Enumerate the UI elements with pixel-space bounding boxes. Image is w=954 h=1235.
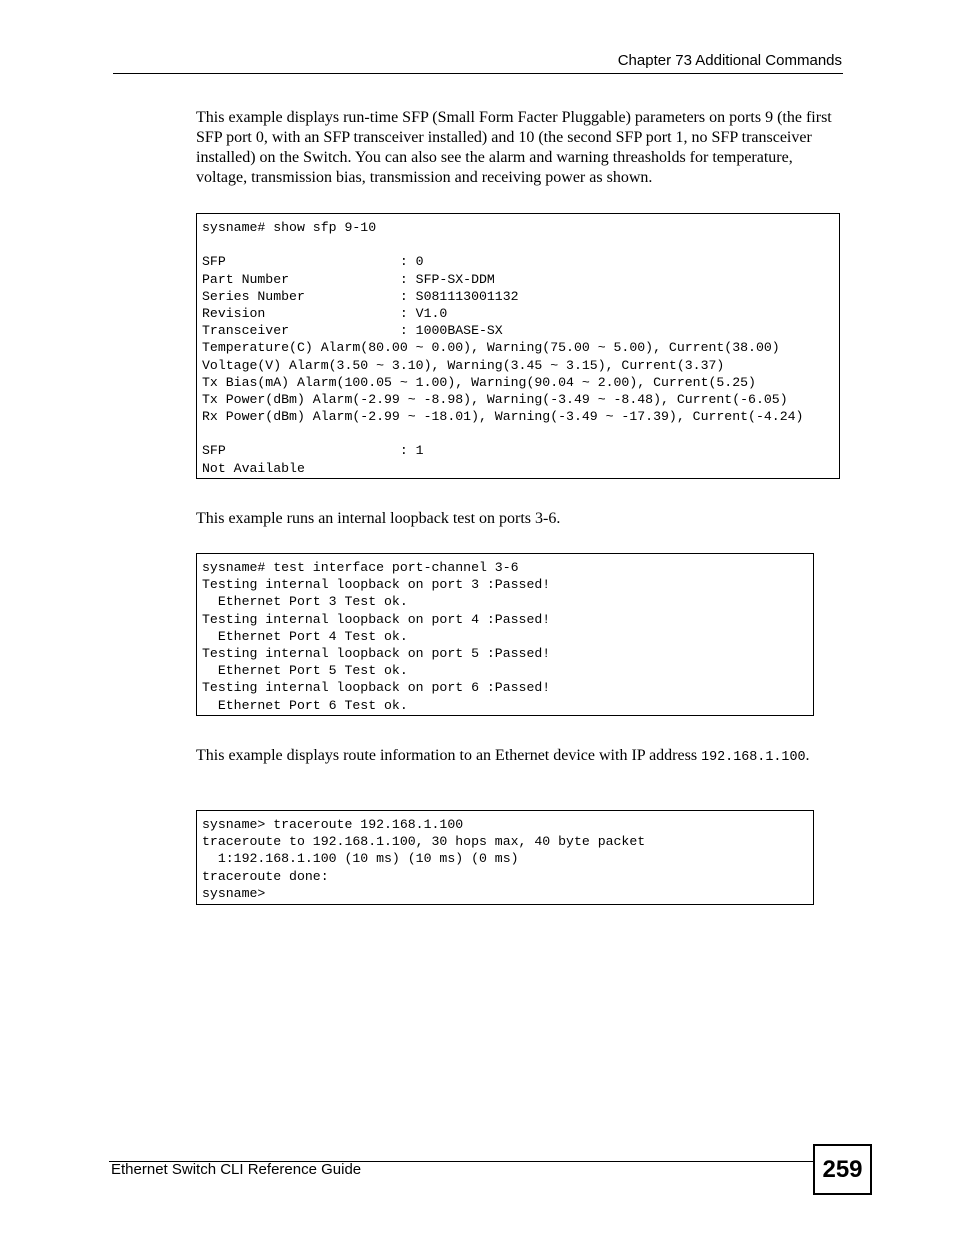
code-line: sysname> bbox=[202, 885, 266, 901]
loopback-example-paragraph: This example runs an internal loopback test on ports 3-6. bbox=[196, 510, 561, 527]
code-line: Series Number : S081113001132 bbox=[202, 288, 519, 304]
code-line bbox=[202, 236, 839, 253]
code-line: traceroute to 192.168.1.100, 30 hops max, 40 byte packet bbox=[202, 834, 646, 850]
code-line: sysname# show sfp 9-10 bbox=[202, 220, 377, 235]
code-line: Tx Bias(mA) Alarm(100.05 ~ 1.00), Warning(90.04 ~ 2.00), Current(5.25) bbox=[202, 374, 756, 390]
code-line: Ethernet Port 6 Test ok. bbox=[202, 697, 408, 713]
code-line: Ethernet Port 4 Test ok. bbox=[202, 628, 408, 644]
traceroute-ip-address: 192.168.1.100 bbox=[701, 750, 806, 765]
code-line: Testing internal loopback on port 6 :Passed! bbox=[202, 680, 551, 696]
code-line: Transceiver : 1000BASE-SX bbox=[202, 323, 503, 339]
code-line: Revision : V1.0 bbox=[202, 305, 448, 321]
sfp-example-paragraph: This example displays run-time SFP (Small Form Facter Pluggable) parameters on ports 9 (the first SFP port 0, with an SFP transceiver installed) and 10 (the second SFP port 1, no SFP transceiver installed) on the Switch. You can also see the alarm and warning threasholds for temperature, voltage, transmission bias, transmission and receiving power as shown. bbox=[196, 109, 832, 186]
code-line: Testing internal loopback on port 4 :Passed! bbox=[202, 611, 551, 627]
header-divider bbox=[113, 73, 843, 74]
code-line: Rx Power(dBm) Alarm(-2.99 ~ -18.01), Warning(-3.49 ~ -17.39), Current(-4.24) bbox=[202, 409, 804, 425]
code-line: Testing internal loopback on port 5 :Passed! bbox=[202, 645, 551, 661]
code-line: Ethernet Port 3 Test ok. bbox=[202, 594, 408, 610]
code-line: SFP : 0 bbox=[202, 254, 424, 270]
code-line: Not Available bbox=[202, 460, 305, 476]
code-line: Tx Power(dBm) Alarm(-2.99 ~ -8.98), Warning(-3.49 ~ -8.48), Current(-6.05) bbox=[202, 391, 788, 407]
code-line: Temperature(C) Alarm(80.00 ~ 0.00), Warning(75.00 ~ 5.00), Current(38.00) bbox=[202, 340, 780, 356]
loopback-command-output-block bbox=[196, 553, 814, 716]
code-line bbox=[202, 425, 839, 442]
traceroute-command-output-block bbox=[196, 810, 814, 905]
code-line: traceroute done: bbox=[202, 868, 329, 884]
traceroute-paragraph-text: This example displays route information to an Ethernet device with IP address bbox=[196, 747, 702, 764]
running-header-chapter: Chapter 73 Additional Commands bbox=[617, 52, 842, 69]
code-line: Testing internal loopback on port 3 :Passed! bbox=[202, 577, 551, 593]
code-line: SFP : 1 bbox=[202, 443, 424, 459]
code-line: 1:192.168.1.100 (10 ms) (10 ms) (0 ms) bbox=[202, 851, 519, 867]
sfp-command-output-block bbox=[196, 213, 840, 479]
traceroute-example-paragraph bbox=[196, 746, 844, 768]
page-number: 259 bbox=[813, 1144, 872, 1195]
code-line: Part Number : SFP-SX-DDM bbox=[202, 271, 495, 287]
code-line: sysname> traceroute 192.168.1.100 bbox=[202, 817, 464, 832]
traceroute-paragraph-end: . bbox=[805, 747, 810, 764]
code-line: sysname# test interface port-channel 3-6 bbox=[202, 560, 519, 575]
code-line: Ethernet Port 5 Test ok. bbox=[202, 663, 408, 679]
footer-guide-title: Ethernet Switch CLI Reference Guide bbox=[111, 1161, 362, 1178]
code-line: Voltage(V) Alarm(3.50 ~ 3.10), Warning(3.45 ~ 3.15), Current(3.37) bbox=[202, 357, 725, 373]
